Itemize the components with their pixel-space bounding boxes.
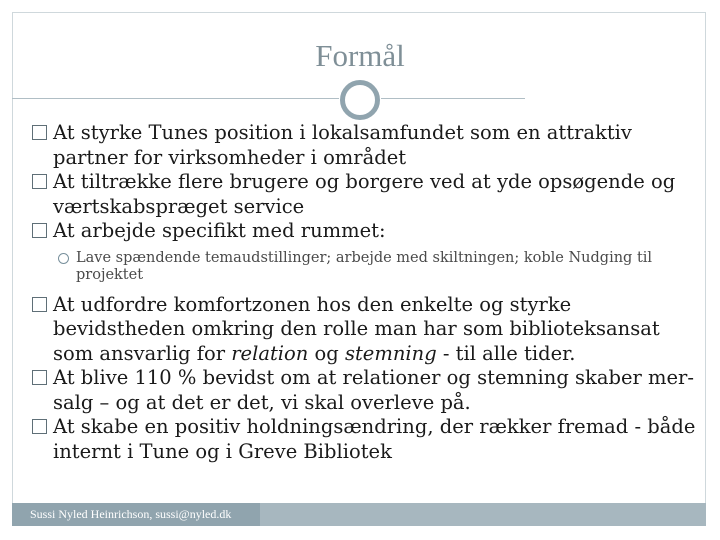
checkbox-bullet-icon — [32, 223, 47, 238]
bullet-item — [32, 170, 700, 219]
circle-ornament-icon — [340, 80, 380, 120]
footer-strip — [260, 503, 706, 526]
bullet-list — [32, 121, 700, 464]
bullet-text: At styrke Tunes position i lokalsamfundet som en attraktiv partner for virksomheder i området — [53, 121, 632, 169]
sub-bullet-item — [32, 250, 700, 285]
footer-text: Sussi Nyled Heinrichson, sussi@nyled.dk — [30, 507, 232, 521]
bullet-text: At udfordre komfortzonen hos den enkelte og styrke bevidstheden omkring den rolle man har som biblioteksansat som ansvarlig for relation og stemning - til alle tider. — [53, 292, 660, 365]
sub-bullet-text: Lave spændende temaudstillinger; arbejde med skiltningen; koble Nudging til projektet — [76, 249, 653, 283]
bullet-text: At skabe en positiv holdningsændring, der rækker fremad - både internt i Tune og i Greve Bibliotek — [53, 415, 696, 463]
slide-title: Formål — [315, 38, 405, 73]
checkbox-bullet-icon — [32, 125, 47, 140]
bullet-item — [32, 366, 700, 415]
title-rule-right — [381, 98, 525, 99]
bullet-text: At arbejde specifikt med rummet: — [53, 219, 386, 242]
checkbox-bullet-icon — [32, 174, 47, 189]
checkbox-bullet-icon — [32, 419, 47, 434]
checkbox-bullet-icon — [32, 370, 47, 385]
ring-bullet-icon — [58, 253, 69, 264]
bullet-item — [32, 293, 700, 367]
bullet-item — [32, 219, 700, 244]
bullet-text: At blive 110 % bevidst om at relationer og stemning skaber mer-salg – og at det er det, vi skal overleve på. — [53, 366, 694, 414]
bullet-item — [32, 121, 700, 170]
checkbox-bullet-icon — [32, 297, 47, 312]
bullet-item — [32, 415, 700, 464]
bullet-text: At tiltrække flere brugere og borgere ved at yde opsøgende og værtskabspræget service — [53, 170, 676, 218]
title-rule-left — [12, 98, 339, 99]
